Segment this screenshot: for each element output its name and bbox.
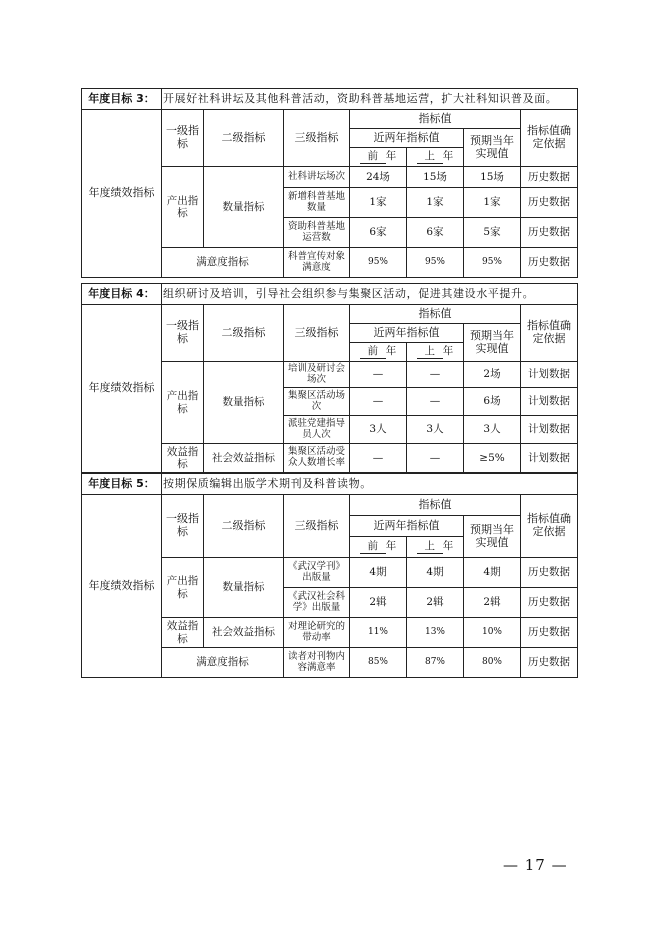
section-label: 年度绩效指标 (82, 110, 162, 278)
header-level3: 三级指标 (284, 110, 350, 167)
header-level1: 一级指标 (162, 110, 204, 167)
level3-cell: 资助科普基地运营数 (284, 218, 350, 248)
goal-5-table (81, 473, 578, 678)
level2-cell: 社会效益指标 (204, 444, 284, 473)
goal-5-text: 按期保质编辑出版学术期刊及科普读物。 (162, 474, 578, 495)
basis-value: 计划数据 (521, 416, 578, 444)
header-recent-years: 近两年指标值 (350, 516, 464, 537)
header-indicator-value: 指标值 (350, 495, 521, 516)
level3-cell: 派驻党建指导员人次 (284, 416, 350, 444)
basis-value: 历史数据 (521, 248, 578, 278)
page-number: — 17 — (503, 856, 568, 874)
level3-cell: 科普宣传对象满意度 (284, 248, 350, 278)
prev-year-value: 85% (350, 648, 407, 678)
last-year-value: 2辑 (407, 588, 464, 618)
prev-year-value: — (350, 362, 407, 388)
header-recent-years: 近两年指标值 (350, 129, 464, 148)
level1-cell: 效益指标 (162, 444, 204, 473)
basis-value: 历史数据 (521, 648, 578, 678)
header-last-year: 上 年 (407, 148, 464, 167)
last-year-value: 87% (407, 648, 464, 678)
goal-4-table (81, 283, 578, 473)
forecast-value: 10% (464, 618, 521, 648)
prev-year-value: — (350, 444, 407, 473)
goal-5-label: 年度目标 5： (82, 474, 162, 495)
level3-cell: 集聚区活动受众人数增长率 (284, 444, 350, 473)
forecast-value: 2场 (464, 362, 521, 388)
last-year-value: — (407, 444, 464, 473)
level2-cell: 社会效益指标 (204, 618, 284, 648)
level1-cell: 产出指标 (162, 558, 204, 618)
forecast-value: 95% (464, 248, 521, 278)
level1-cell: 产出指标 (162, 167, 204, 248)
header-indicator-value: 指标值 (350, 305, 521, 324)
header-level3: 三级指标 (284, 305, 350, 362)
header-prev-year: 前 年 (350, 148, 407, 167)
forecast-value: 5家 (464, 218, 521, 248)
header-basis: 指标值确定依据 (521, 305, 578, 362)
header-level1: 一级指标 (162, 305, 204, 362)
goal-4-label: 年度目标 4： (82, 284, 162, 305)
last-year-value: 1家 (407, 188, 464, 218)
level3-cell: 社科讲坛场次 (284, 167, 350, 188)
header-forecast: 预期当年实现值 (464, 516, 521, 558)
forecast-value: 6场 (464, 388, 521, 416)
forecast-value: 2辑 (464, 588, 521, 618)
level3-cell: 对理论研究的带动率 (284, 618, 350, 648)
header-level2: 二级指标 (204, 495, 284, 558)
level3-cell: 培训及研讨会场次 (284, 362, 350, 388)
basis-value: 历史数据 (521, 218, 578, 248)
header-level3: 三级指标 (284, 495, 350, 558)
header-level1: 一级指标 (162, 495, 204, 558)
basis-value: 计划数据 (521, 388, 578, 416)
forecast-value: 80% (464, 648, 521, 678)
header-recent-years: 近两年指标值 (350, 324, 464, 343)
level2-cell: 数量指标 (204, 362, 284, 444)
forecast-value: 15场 (464, 167, 521, 188)
header-level2: 二级指标 (204, 110, 284, 167)
last-year-value: 13% (407, 618, 464, 648)
level2-cell: 数量指标 (204, 558, 284, 618)
prev-year-value: 95% (350, 248, 407, 278)
last-year-value: — (407, 362, 464, 388)
header-forecast: 预期当年实现值 (464, 324, 521, 362)
header-last-year: 上 年 (407, 343, 464, 362)
header-indicator-value: 指标值 (350, 110, 521, 129)
header-basis: 指标值确定依据 (521, 495, 578, 558)
level3-cell: 《武汉学刊》出版量 (284, 558, 350, 588)
basis-value: 历史数据 (521, 167, 578, 188)
last-year-value: 6家 (407, 218, 464, 248)
forecast-value: ≥5% (464, 444, 521, 473)
goal-3-table (81, 88, 578, 278)
level1-cell: 满意度指标 (162, 248, 284, 278)
basis-value: 历史数据 (521, 558, 578, 588)
header-level2: 二级指标 (204, 305, 284, 362)
goal-4-text: 组织研讨及培训，引导社会组织参与集聚区活动，促进其建设水平提升。 (162, 284, 578, 305)
header-forecast: 预期当年实现值 (464, 129, 521, 167)
goal-3-text: 开展好社科讲坛及其他科普活动，资助科普基地运营，扩大社科知识普及面。 (162, 89, 578, 110)
prev-year-value: — (350, 388, 407, 416)
last-year-value: 3人 (407, 416, 464, 444)
header-basis: 指标值确定依据 (521, 110, 578, 167)
last-year-value: 15场 (407, 167, 464, 188)
basis-value: 历史数据 (521, 188, 578, 218)
prev-year-value: 3人 (350, 416, 407, 444)
last-year-value: — (407, 388, 464, 416)
basis-value: 计划数据 (521, 444, 578, 473)
section-label: 年度绩效指标 (82, 495, 162, 678)
level1-cell: 产出指标 (162, 362, 204, 444)
level3-cell: 集聚区活动场次 (284, 388, 350, 416)
prev-year-value: 2辑 (350, 588, 407, 618)
header-prev-year: 前 年 (350, 537, 407, 558)
header-prev-year: 前 年 (350, 343, 407, 362)
forecast-value: 3人 (464, 416, 521, 444)
last-year-value: 4期 (407, 558, 464, 588)
level3-cell: 读者对刊物内容满意率 (284, 648, 350, 678)
last-year-value: 95% (407, 248, 464, 278)
prev-year-value: 6家 (350, 218, 407, 248)
level3-cell: 《武汉社会科学》出版量 (284, 588, 350, 618)
level3-cell: 新增科普基地数量 (284, 188, 350, 218)
level1-cell: 满意度指标 (162, 648, 284, 678)
forecast-value: 1家 (464, 188, 521, 218)
forecast-value: 4期 (464, 558, 521, 588)
goal-3-label: 年度目标 3： (82, 89, 162, 110)
basis-value: 历史数据 (521, 588, 578, 618)
level2-cell: 数量指标 (204, 167, 284, 248)
prev-year-value: 24场 (350, 167, 407, 188)
section-label: 年度绩效指标 (82, 305, 162, 473)
basis-value: 计划数据 (521, 362, 578, 388)
prev-year-value: 4期 (350, 558, 407, 588)
header-last-year: 上 年 (407, 537, 464, 558)
prev-year-value: 1家 (350, 188, 407, 218)
basis-value: 历史数据 (521, 618, 578, 648)
prev-year-value: 11% (350, 618, 407, 648)
level1-cell: 效益指标 (162, 618, 204, 648)
